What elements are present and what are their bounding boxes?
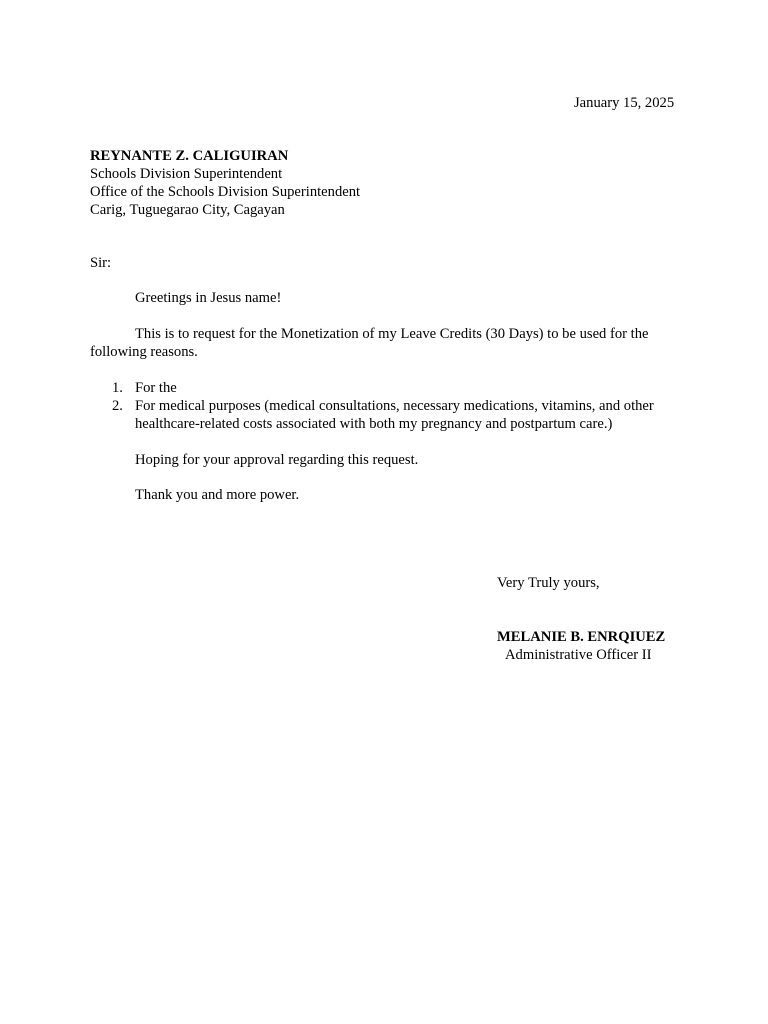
greeting: Greetings in Jesus name! xyxy=(135,290,282,306)
thanks-paragraph: Thank you and more power. xyxy=(135,487,300,503)
request-paragraph-line: following reasons. xyxy=(90,344,198,360)
closing: Very Truly yours, xyxy=(497,575,600,591)
reason-number: 1. xyxy=(112,380,123,396)
signer-title: Administrative Officer II xyxy=(505,647,652,663)
reason-text: For medical purposes (medical consultations, necessary medications, vitamins, and other xyxy=(135,398,654,414)
request-paragraph-line: This is to request for the Monetization of my Leave Credits (30 Days) to be used for the xyxy=(135,326,649,342)
letter-date: January 15, 2025 xyxy=(574,95,675,111)
reason-number: 2. xyxy=(112,398,123,414)
salutation: Sir: xyxy=(90,255,112,271)
recipient-office: Office of the Schools Division Superintendent xyxy=(90,184,361,200)
recipient-address: Carig, Tuguegarao City, Cagayan xyxy=(90,202,285,218)
recipient-title: Schools Division Superintendent xyxy=(90,166,283,182)
recipient-name: REYNANTE Z. CALIGUIRAN xyxy=(90,148,289,164)
signer-name: MELANIE B. ENRQIUEZ xyxy=(497,629,666,645)
reason-text: For the xyxy=(135,380,177,396)
approval-paragraph: Hoping for your approval regarding this request. xyxy=(135,452,419,468)
reason-text: healthcare-related costs associated with both my pregnancy and postpartum care.) xyxy=(135,416,613,432)
